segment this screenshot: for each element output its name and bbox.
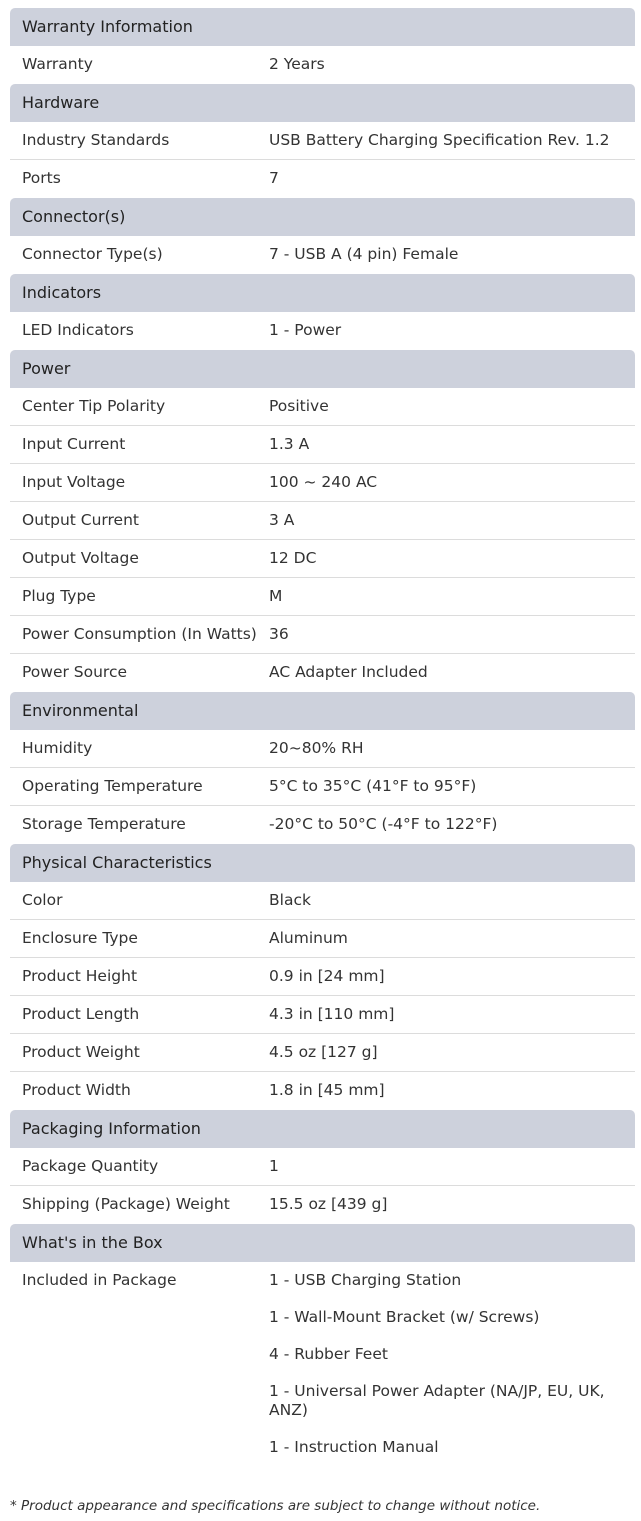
spec-values bbox=[269, 1043, 635, 1062]
spec-value: 1.3 A bbox=[269, 435, 310, 453]
spec-values bbox=[269, 169, 635, 189]
spec-value: 2 Years bbox=[269, 55, 325, 73]
spec-row bbox=[10, 996, 635, 1034]
spec-section bbox=[10, 844, 635, 1110]
spec-value: 15.5 oz [439 g] bbox=[269, 1195, 388, 1213]
spec-section bbox=[10, 692, 635, 844]
spec-label: Connector Type(s) bbox=[22, 245, 163, 263]
spec-section bbox=[10, 350, 635, 692]
spec-values bbox=[269, 1195, 635, 1215]
spec-values bbox=[269, 1157, 635, 1176]
spec-label: Plug Type bbox=[22, 587, 96, 605]
spec-label: Output Voltage bbox=[22, 549, 139, 567]
spec-label: Product Width bbox=[22, 1081, 131, 1099]
spec-row bbox=[10, 540, 635, 578]
spec-row bbox=[10, 730, 635, 768]
spec-value: 0.9 in [24 mm] bbox=[269, 967, 385, 985]
spec-values bbox=[269, 625, 635, 644]
spec-value: Positive bbox=[269, 397, 329, 415]
spec-row bbox=[10, 768, 635, 806]
spec-row bbox=[10, 1186, 635, 1224]
spec-label: Power Source bbox=[22, 663, 128, 681]
spec-row bbox=[10, 1262, 635, 1466]
spec-values bbox=[269, 1081, 635, 1101]
spec-values bbox=[269, 815, 635, 835]
section-header: Packaging Information bbox=[10, 1110, 635, 1148]
spec-values bbox=[269, 511, 635, 530]
section-header: Indicators bbox=[10, 274, 635, 312]
spec-value: AC Adapter Included bbox=[269, 663, 428, 681]
spec-value: 7 - USB A (4 pin) Female bbox=[269, 245, 459, 263]
spec-label: Enclosure Type bbox=[22, 929, 138, 947]
spec-value: 100 ~ 240 AC bbox=[269, 473, 378, 491]
spec-value: 1 - Wall-Mount Bracket (w/ Screws) bbox=[269, 1308, 540, 1326]
spec-values bbox=[269, 321, 635, 341]
spec-values bbox=[269, 435, 635, 454]
spec-section bbox=[10, 84, 635, 198]
spec-row bbox=[10, 426, 635, 464]
spec-label: Shipping (Package) Weight bbox=[22, 1195, 230, 1213]
spec-values bbox=[269, 473, 635, 492]
spec-row bbox=[10, 882, 635, 920]
section-header: Warranty Information bbox=[10, 8, 635, 46]
spec-label: Industry Standards bbox=[22, 131, 170, 149]
spec-label: Product Weight bbox=[22, 1043, 140, 1061]
spec-row bbox=[10, 122, 635, 160]
spec-label: Ports bbox=[22, 169, 61, 187]
spec-label: Package Quantity bbox=[22, 1157, 159, 1175]
spec-value: 5°C to 35°C (41°F to 95°F) bbox=[269, 777, 477, 795]
spec-section bbox=[10, 274, 635, 350]
spec-label: Input Current bbox=[22, 435, 126, 453]
spec-label: Warranty bbox=[22, 55, 93, 73]
spec-values bbox=[269, 55, 635, 75]
spec-row bbox=[10, 46, 635, 84]
spec-label: Power Consumption (In Watts) bbox=[22, 625, 257, 643]
spec-value: 12 DC bbox=[269, 549, 317, 567]
spec-value: USB Battery Charging Specification Rev. 1.2 bbox=[269, 131, 610, 149]
spec-value: 1 - Power bbox=[269, 321, 342, 339]
spec-table bbox=[10, 8, 635, 1466]
spec-section bbox=[10, 198, 635, 274]
section-header: Hardware bbox=[10, 84, 635, 122]
spec-value: 1 - Universal Power Adapter (NA/JP, EU, UK, ANZ) bbox=[269, 1382, 605, 1419]
section-header: Physical Characteristics bbox=[10, 844, 635, 882]
spec-value: Aluminum bbox=[269, 929, 348, 947]
spec-label: Humidity bbox=[22, 739, 93, 757]
spec-values bbox=[269, 587, 635, 606]
spec-values bbox=[269, 245, 635, 265]
spec-values bbox=[269, 549, 635, 568]
spec-value: 3 A bbox=[269, 511, 295, 529]
spec-values bbox=[269, 397, 635, 416]
spec-label: Input Voltage bbox=[22, 473, 126, 491]
section-header: Power bbox=[10, 350, 635, 388]
spec-values bbox=[269, 777, 635, 796]
spec-row bbox=[10, 388, 635, 426]
spec-label: Center Tip Polarity bbox=[22, 397, 166, 415]
spec-label: Included in Package bbox=[22, 1271, 177, 1289]
section-header: Environmental bbox=[10, 692, 635, 730]
spec-label: LED Indicators bbox=[22, 321, 134, 339]
spec-section bbox=[10, 1224, 635, 1466]
spec-value: 4.5 oz [127 g] bbox=[269, 1043, 378, 1061]
spec-section bbox=[10, 8, 635, 84]
spec-row bbox=[10, 654, 635, 692]
spec-value: 4 - Rubber Feet bbox=[269, 1345, 388, 1363]
footnote: * Product appearance and specifications are subject to change without notice. bbox=[10, 1498, 541, 1514]
spec-values bbox=[269, 131, 635, 150]
spec-value: 7 bbox=[269, 169, 279, 187]
spec-values bbox=[269, 1271, 635, 1457]
spec-value: 1.8 in [45 mm] bbox=[269, 1081, 385, 1099]
spec-row bbox=[10, 502, 635, 540]
spec-row bbox=[10, 806, 635, 844]
spec-row bbox=[10, 464, 635, 502]
spec-values bbox=[269, 929, 635, 948]
spec-label: Operating Temperature bbox=[22, 777, 203, 795]
spec-row bbox=[10, 236, 635, 274]
spec-values bbox=[269, 663, 635, 683]
spec-value: -20°C to 50°C (-4°F to 122°F) bbox=[269, 815, 498, 833]
spec-value: 1 bbox=[269, 1157, 279, 1175]
spec-value: M bbox=[269, 587, 283, 605]
spec-values bbox=[269, 967, 635, 986]
spec-value: 1 - Instruction Manual bbox=[269, 1438, 439, 1456]
spec-row bbox=[10, 160, 635, 198]
spec-row bbox=[10, 920, 635, 958]
spec-label: Product Length bbox=[22, 1005, 140, 1023]
spec-value: 4.3 in [110 mm] bbox=[269, 1005, 395, 1023]
spec-label: Output Current bbox=[22, 511, 139, 529]
spec-value: 36 bbox=[269, 625, 289, 643]
spec-value: 1 - USB Charging Station bbox=[269, 1271, 462, 1289]
spec-row bbox=[10, 1148, 635, 1186]
section-header: What's in the Box bbox=[10, 1224, 635, 1262]
spec-row bbox=[10, 312, 635, 350]
spec-label: Color bbox=[22, 891, 63, 909]
spec-label: Storage Temperature bbox=[22, 815, 186, 833]
spec-label: Product Height bbox=[22, 967, 138, 985]
spec-values bbox=[269, 739, 635, 758]
section-header: Connector(s) bbox=[10, 198, 635, 236]
spec-value: Black bbox=[269, 891, 311, 909]
spec-row bbox=[10, 578, 635, 616]
spec-row bbox=[10, 1072, 635, 1110]
spec-value: 20~80% RH bbox=[269, 739, 364, 757]
spec-section bbox=[10, 1110, 635, 1224]
spec-row bbox=[10, 1034, 635, 1072]
spec-row bbox=[10, 958, 635, 996]
spec-values bbox=[269, 891, 635, 910]
spec-row bbox=[10, 616, 635, 654]
spec-values bbox=[269, 1005, 635, 1024]
